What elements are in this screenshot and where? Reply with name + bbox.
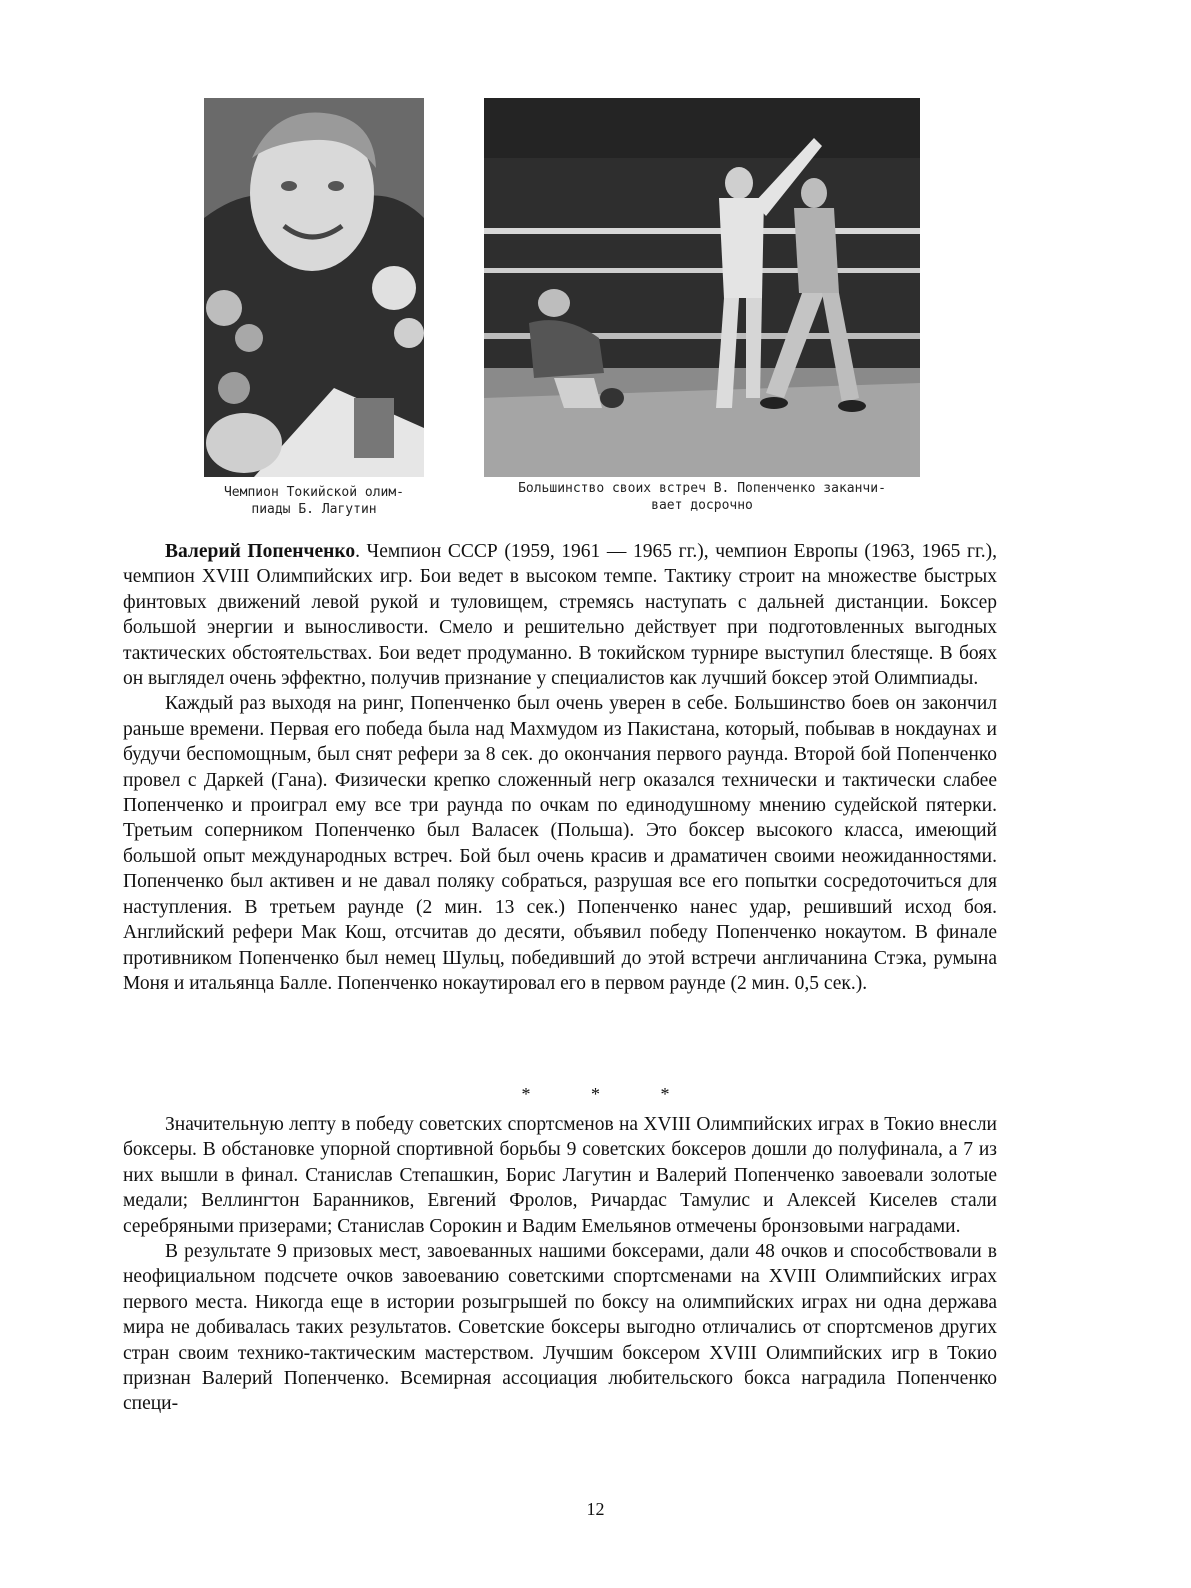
paragraph-popenchenko-bio: [123, 539, 997, 691]
section-separator: * * *: [521, 1084, 698, 1104]
paragraph-team-medals: Значительную лепту в победу советских спортсменов на XVIII Олимпийских играх в Токио внесли боксеры. В обстановке упорной спортивной борьбы 9 советских боксеров дошли до полуфинала, а 7 из них вышли в финал. Станислав Степашкин, Борис Лагутин и Валерий Попенченко завоевали золотые медали; Веллингтон Баранников, Евгений Фролов, Ричардас Тамулис и Алексей Киселев стали серебряными призерами; Станислав Сорокин и Вадим Емельянов отмечены бронзовыми наградами.: [123, 1114, 997, 1237]
caption-champion-portrait: [196, 484, 432, 518]
paragraph-popenchenko-bouts: Каждый раз выходя на ринг, Попенченко был очень уверен в себе. Большинство боев он закончил раньше времени. Первая его победа была над Махмудом из Пакистана, который, побывав в нокдаунах и будучи беспомощным, был снят рефери за 8 сек. до окончания первого раунда. Второй бой Попенченко провел с Даркей (Гана). Физически крепко сложенный негр оказался технически и тактически слабее Попенченко и проиграл ему все три раунда по очкам по единодушному мнению судейской пятерки. Третьим соперником Попенченко был Валасек (Польша). Это боксер высокого класса, имеющий большой опыт международных встреч. Бой был очень красив и драматичен своими неожиданностями. Попенченко был активен и не давал поляку собраться, разрушая все его попытки сосредоточиться для наступления. В третьем раунде (2 мин. 13 сек.) Попенченко нанес удар, решивший исход боя. Английский рефери Мак Кош, отсчитав до десяти, объявил победу Попенченко нокаутом. В финале противником Попенченко был немец Шульц, победивший до этой встречи англичанина Стэка, румына Моня и итальянца Балле. Попенченко нокаутировал его в первом раунде (2 мин. 0,5 сек.).: [123, 693, 997, 994]
caption-left-line-1: Чемпион Токийской олим-: [223, 485, 404, 500]
caption-right-line-2: вает досрочно: [651, 498, 753, 513]
article-block-popenchenko: [123, 539, 997, 996]
paragraph-1-text: . Чемпион СССР (1959, 1961 — 1965 гг.), чемпион Европы (1963, 1965 гг.), чемпион XVIII Олимпийских игр. Бои ведет в высоком темпе. Тактику строит на множестве быстрых финтовых движений левой рукой и туловищем, стремясь наступать с дальней дистанции. Боксер большой энергии и выносливости. Смело и решительно действует при подготовленных выгодных тактических обстоятельствах. Бои ведет продуманно. В токийском турнире выступил блестяще. В боях он выглядел очень эффектно, получив признание у специалистов как лучший боксер этой Олимпиады.: [123, 541, 998, 690]
caption-right-line-1: Большинство своих встреч В. Попенченко заканчи-: [518, 481, 886, 496]
caption-left-line-2: пиады Б. Лагутин: [251, 502, 377, 517]
caption-boxing-ring: [484, 480, 920, 514]
page-number: 12: [586, 1499, 605, 1519]
boxing-ring-image: [484, 98, 920, 477]
boxer-name: Валерий Попенченко: [165, 541, 356, 562]
paragraph-team-points: В результате 9 призовых мест, завоеванных нашими боксерами, дали 48 очков и способствовали в неофициальном подсчете очков завоеванию советскими спортсменами на XVIII Олимпийских играх первого места. Никогда еще в истории розыгрышей по боксу на олимпийских играх ни одна держава мира не добивалась таких результатов. Советские боксеры выгодно отличались от спортсменов других стран своим технико-тактическим мастерством. Лучшим боксером XVIII Олимпийских игр в Токио признан Валерий Попенченко. Всемирная ассоциация любительского бокса наградила Попенченко специ-: [123, 1241, 997, 1415]
portrait-image: [204, 98, 424, 477]
photo-boxing-ring: [484, 98, 920, 477]
article-block-team-results: [123, 1112, 997, 1417]
photo-champion-portrait: [204, 98, 424, 477]
